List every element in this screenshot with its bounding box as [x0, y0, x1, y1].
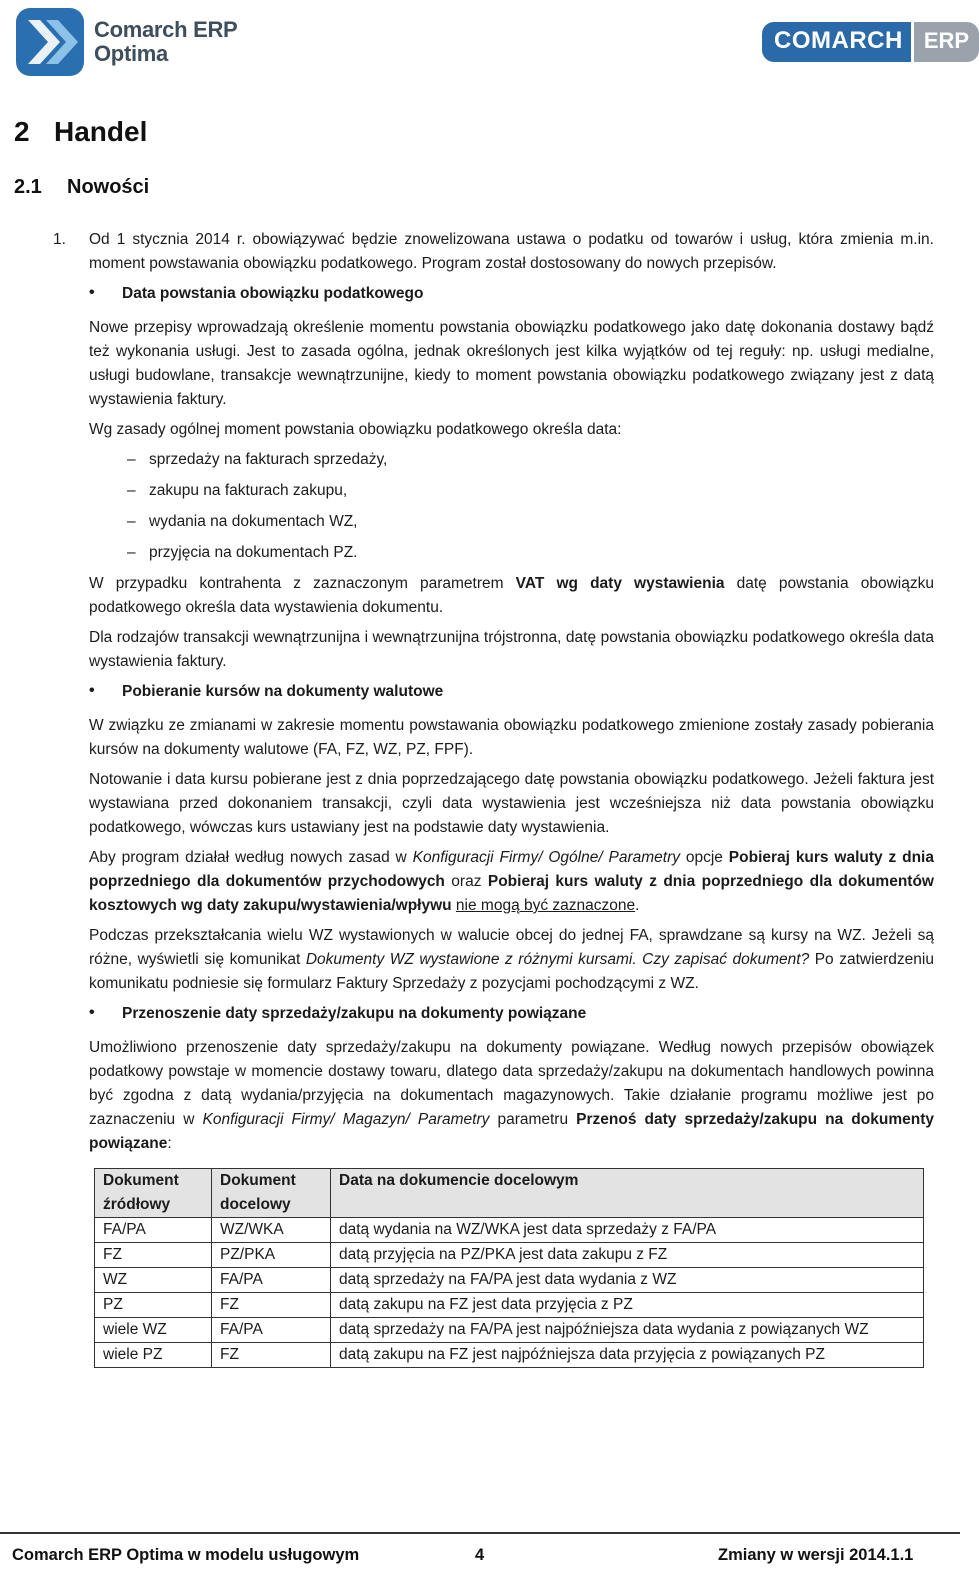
column-header: Dokument docelowy [212, 1169, 331, 1218]
table-cell: FA/PA [95, 1218, 212, 1243]
paragraph: Podczas przekształcania wielu WZ wystawionych w walucie obcej do jednej FA, sprawdzane są kursy na WZ. Jeżeli są różne, wyświetli się komunikat Dokumenty WZ wystawione z różnymi kursami. Czy zapisać dokument? Po zatwierdzeniu komunikatu podniesie się formularz Faktury Sprzedaży z pozycjami pochodzącymi z WZ. [89, 927, 934, 992]
paragraph: Umożliwiono przenoszenie daty sprzedaży/zakupu na dokumenty powiązane. Według nowych przepisów obowiązek podatkowy powstaje w momencie dostawy towaru, dlatego data sprzedaży/zakupu na dokumentach handlowych powinna być zgodna z datą wydania/przyjęcia na dokumentach magazynowych. Takie działanie programu możliwe jest po zaznaczeniu w Konfiguracji Firmy/ Magazyn/ Parametry parametru Przenoś daty sprzedaży/zakupu na dokumenty powiązane: [89, 1039, 934, 1152]
paragraph: Notowanie i data kursu pobierane jest z dnia poprzedzającego datę powstania obowiązku podatkowego. Jeżeli faktura jest wystawiana przed dokonaniem transakcji, czyli data wystawienia jest wcześniejsza niż data powstania obowiązku podatkowego, wówczas kurs ustawiany jest na podstawie daty wystawienia. [89, 771, 934, 836]
footer-right-text: Zmiany w wersji 2014.1.1 [718, 1546, 914, 1564]
paragraph: Dla rodzajów transakcji wewnątrzunijna i wewnątrzunijna trójstronna, datę powstania obowiązku podatkowego określa data wystawienia faktury. [89, 629, 934, 670]
logo-left-line2: Optima [94, 41, 168, 66]
dash-list [89, 448, 934, 565]
table-header-row [95, 1169, 924, 1218]
footer-left-text: Comarch ERP Optima w modelu usługowym [12, 1546, 360, 1564]
table-cell: FA/PA [212, 1318, 331, 1343]
table-cell: FA/PA [212, 1268, 331, 1293]
column-header: Data na dokumencie docelowym [331, 1169, 924, 1218]
table-cell: FZ [95, 1243, 212, 1268]
section-heading-przenoszenie: • Przenoszenie daty sprzedaży/zakupu na dokumenty powiązane [89, 1002, 934, 1026]
list-item: – wydania na dokumentach WZ, [149, 510, 934, 534]
logo-right-erp: ERP [914, 22, 979, 62]
numbered-item-1 [53, 228, 934, 276]
table-cell: datą sprzedaży na FA/PA jest najpóźniejsza data wydania z powiązanych WZ [331, 1318, 924, 1343]
table-cell: datą zakupu na FZ jest data przyjęcia z PZ [331, 1293, 924, 1318]
optima-logo-icon [14, 6, 86, 78]
list-item: – przyjęcia na dokumentach PZ. [149, 541, 934, 565]
table-cell: wiele WZ [95, 1318, 212, 1343]
table-cell: datą zakupu na FZ jest najpóźniejsza data przyjęcia z powiązanych PZ [331, 1343, 924, 1368]
footer-page-number: 4 [475, 1546, 485, 1564]
table-row [95, 1218, 924, 1243]
item-number: 1. [53, 231, 66, 248]
table-cell: datą sprzedaży na FA/PA jest data wydania z WZ [331, 1268, 924, 1293]
table-cell: FZ [212, 1293, 331, 1318]
paragraph: W związku ze zmianami w zakresie momentu powstawania obowiązku podatkowego zmienione zostały zasady pobierania kursów na dokumenty walutowe (FA, FZ, WZ, PZ, FPF). [89, 717, 934, 758]
heading-1-number: 2 [14, 116, 30, 147]
table-cell: FZ [212, 1343, 331, 1368]
section-heading-data-powstania: • Data powstania obowiązku podatkowego [89, 282, 934, 306]
table-row [95, 1318, 924, 1343]
column-header: Dokument źródłowy [95, 1169, 212, 1218]
logo-right-main: COMARCH [762, 22, 911, 62]
table-cell: datą przyjęcia na PZ/PKA jest data zakupu z FZ [331, 1243, 924, 1268]
heading-2 [14, 176, 149, 199]
logo-left-line1: Comarch ERP [94, 17, 238, 42]
table-cell: wiele PZ [95, 1343, 212, 1368]
page-header [0, 0, 970, 90]
body-text [53, 228, 934, 1368]
heading-2-text: Nowości [67, 176, 150, 198]
paragraph: Nowe przepisy wprowadzają określenie momentu powstania obowiązku podatkowego jako datę dokonania dostawy bądź też wykonania usługi. Jest to zasada ogólna, jednak określonych jest kilka wyjątków od tej reguły: np. usługi medialne, usługi budowlane, transakcje wewnątrzunijne, kiedy to moment powstania obowiązku podatkowego związany jest z datą wystawienia faktury. [89, 319, 934, 408]
item-text: Od 1 stycznia 2014 r. obowiązywać będzie znowelizowana ustawa o podatku od towarów i usług, która zmienia m.in. moment powstawania obowiązku podatkowego. Program został dostosowany do nowych przepisów. [89, 231, 934, 272]
paragraph: Aby program działał według nowych zasad w Konfiguracji Firmy/ Ogólne/ Parametry opcje Pobieraj kurs waluty z dnia poprzedniego dla dokumentów przychodowych oraz Pobieraj kurs waluty z dnia poprzedniego dla dokumentów kosztowych wg daty zakupu/wystawienia/wpływu nie mogą być zaznaczone. [89, 849, 934, 914]
heading-1 [14, 116, 147, 148]
table-cell: WZ/WKA [212, 1218, 331, 1243]
list-item: – zakupu na fakturach zakupu, [149, 479, 934, 503]
table-row [95, 1343, 924, 1368]
table-row [95, 1243, 924, 1268]
section-heading-kursy: • Pobieranie kursów na dokumenty walutowe [89, 680, 934, 704]
table-row [95, 1293, 924, 1318]
table-cell: WZ [95, 1268, 212, 1293]
comarch-erp-optima-logo [14, 6, 237, 78]
table-cell: datą wydania na WZ/WKA jest data sprzedaży z FA/PA [331, 1218, 924, 1243]
footer-divider [0, 1532, 960, 1534]
paragraph: W przypadku kontrahenta z zaznaczonym parametrem VAT wg daty wystawienia datę powstania obowiązku podatkowego określa data wystawienia dokumentu. [89, 575, 934, 616]
comarch-erp-logo [762, 22, 979, 62]
document-date-table [94, 1168, 924, 1368]
paragraph: Wg zasady ogólnej moment powstania obowiązku podatkowego określa data: [89, 421, 622, 438]
heading-2-number: 2.1 [14, 176, 42, 198]
table-row [95, 1268, 924, 1293]
table-cell: PZ [95, 1293, 212, 1318]
list-item: – sprzedaży na fakturach sprzedaży, [149, 448, 934, 472]
table-cell: PZ/PKA [212, 1243, 331, 1268]
heading-1-text: Handel [54, 116, 148, 147]
